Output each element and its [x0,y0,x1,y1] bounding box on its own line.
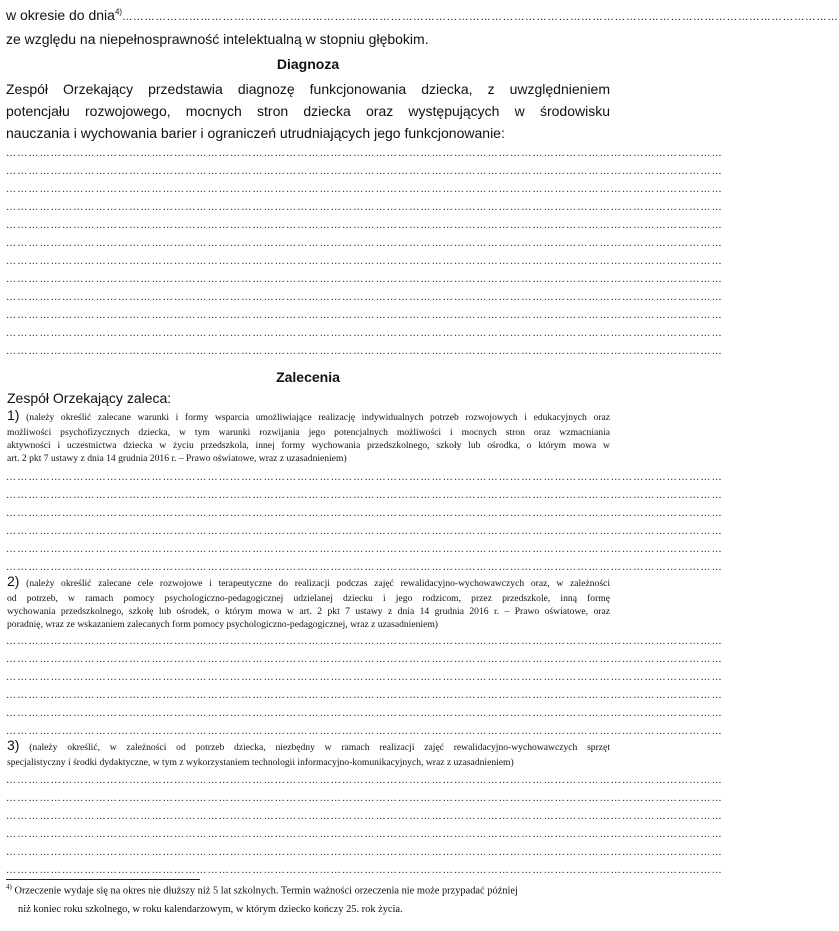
zalecenia-heading: Zalecenia [276,369,340,385]
dotted-line: ………………………………………………………………………………………………………………………………………………………………………… [6,508,723,519]
diagnoza-heading: Diagnoza [276,56,340,72]
recommendation-1-line2: możliwości psychofizycznych dziecka, w tym warunki rozwijania jego potencjalnych możliwości i mocnych stron oraz wzmacniania [7,427,610,438]
dotted-line: ………………………………………………………………………………………………………………………………………………………………………… [6,847,723,858]
dotted-line: ………………………………………………………………………………………………………………………………………………………………………… [6,346,723,357]
diagnoza-intro-line3: nauczania i wychowania barier i ograniczeń utrudniających jego funkcjonowanie: [6,125,505,141]
footnote-mark: 4) [6,883,12,891]
recommendation-2-number: 2) [7,573,20,589]
period-dots: ………………………………………………………………………………………………………………………………………………………………………… [122,12,839,23]
dotted-line: ………………………………………………………………………………………………………………………………………………………………………… [6,654,723,665]
dotted-line: ………………………………………………………………………………………………………………………………………………………………………… [6,775,723,786]
recommendation-2-line1: 2) (należy określić zalecane cele rozwojowe i terapeutyczne do realizacji podczas zajęć rewalidacyjno-wychowawczych oraz, w zależności [7,573,610,589]
recommendation-2-line3: wychowania przedszkolnego, szkołę lub ośrodek, o którym mowa w art. 2 pkt 7 ustawy z dnia 14 grudnia 2016 r. – Prawo oświatowe, oraz [7,606,610,617]
dotted-line: ………………………………………………………………………………………………………………………………………………………………………… [6,184,723,195]
recommendation-1-number: 1) [7,407,20,423]
recommendation-1-line4: art. 2 pkt 7 ustawy z dnia 14 grudnia 2016 r. – Prawo oświatowe, wraz z uzasadnieniem) [7,453,347,464]
diagnoza-intro-line1: Zespół Orzekający przedstawia diagnozę funkcjonowania dziecka, z uwzględnieniem [6,81,610,97]
dotted-line: ………………………………………………………………………………………………………………………………………………………………………… [6,490,723,501]
footnote-line1: $^{4)}$ Orzeczenie wydaje się na okres nie dłuższy niż 5 lat szkolnych. Termin ważności orzeczenia nie może przypadać później [6,883,518,897]
recommendation-3-line2: specjalistyczny i środki dydaktyczne, w tym z wykorzystaniem technologii informacyjno-komunikacyjnych, wraz z uzasadnieniem) [7,757,514,768]
recommendation-3-line1: 3) (należy określić, w zależności od potrzeb dziecka, niezbędny w ramach realizacji zajęć rewalidacyjno-wychowawczych sprzęt [7,737,610,753]
dotted-line: ………………………………………………………………………………………………………………………………………………………………………… [6,829,723,840]
recommendation-2-line4: poradnię, wraz ze wskazaniem zalecanych form pomocy psychologiczno-pedagogicznej, wraz z uzasadnieniem) [7,619,438,630]
dotted-line: ………………………………………………………………………………………………………………………………………………………………………… [6,672,723,683]
dotted-line: ………………………………………………………………………………………………………………………………………………………………………… [6,472,723,483]
dotted-line: ………………………………………………………………………………………………………………………………………………………………………… [6,166,723,177]
dotted-line: ………………………………………………………………………………………………………………………………………………………………………… [6,636,723,647]
dotted-line: ………………………………………………………………………………………………………………………………………………………………………… [6,708,723,719]
dotted-line: ………………………………………………………………………………………………………………………………………………………………………… [6,238,723,249]
dotted-line: ………………………………………………………………………………………………………………………………………………………………………… [6,793,723,804]
period-line [6,7,839,23]
dotted-line: ………………………………………………………………………………………………………………………………………………………………………… [6,811,723,822]
diagnoza-intro-line2: potencjału rozwojowego, mocnych stron dziecka oraz występujących w środowisku [6,103,610,119]
dotted-line: ………………………………………………………………………………………………………………………………………………………………………… [6,202,723,213]
dotted-line: ………………………………………………………………………………………………………………………………………………………………………… [6,690,723,701]
dotted-line: ………………………………………………………………………………………………………………………………………………………………………… [6,256,723,267]
dotted-line: ………………………………………………………………………………………………………………………………………………………………………… [6,148,723,159]
dotted-line: ………………………………………………………………………………………………………………………………………………………………………… [6,544,723,555]
recommendation-3-number: 3) [7,737,20,753]
dotted-line: ………………………………………………………………………………………………………………………………………………………………………… [6,328,723,339]
dotted-line: ………………………………………………………………………………………………………………………………………………………………………… [6,865,723,876]
recommendation-1-line1: 1) (należy określić zalecane warunki i formy wsparcia umożliwiające realizację indywidualnych potrzeb rozwojowych i edukacyjnych oraz [7,407,610,423]
recommendation-2-line2: od potrzeb, w ramach pomocy psychologiczno-pedagogicznej udzielanej dziecku i jego rodzicom, przez przedszkole, inną formę [7,593,610,604]
period-label: w okresie do dnia [6,7,115,23]
footnote-separator [6,879,200,880]
dotted-line: ………………………………………………………………………………………………………………………………………………………………………… [6,220,723,231]
zalecenia-intro: Zespół Orzekający zaleca: [7,390,172,406]
dotted-line: ………………………………………………………………………………………………………………………………………………………………………… [6,274,723,285]
dotted-line: ………………………………………………………………………………………………………………………………………………………………………… [6,526,723,537]
reason-line: ze względu na niepełnosprawność intelektualną w stopniu głębokim. [6,31,429,47]
dotted-line: ………………………………………………………………………………………………………………………………………………………………………… [6,726,723,737]
footnote-ref: 4) [114,7,123,17]
dotted-line: ………………………………………………………………………………………………………………………………………………………………………… [6,310,723,321]
recommendation-1-line3: aktywności i uczestnictwa dziecka w życiu przedszkola, innej formy wychowania przedszkolnego, szkoły lub ośrodka, o którym mowa w [7,440,610,451]
footnote-line2: niż koniec roku szkolnego, w roku kalendarzowym, w którym dziecko kończy 25. rok życia. [18,904,403,915]
dotted-line: ………………………………………………………………………………………………………………………………………………………………………… [6,562,723,573]
dotted-line: ………………………………………………………………………………………………………………………………………………………………………… [6,292,723,303]
